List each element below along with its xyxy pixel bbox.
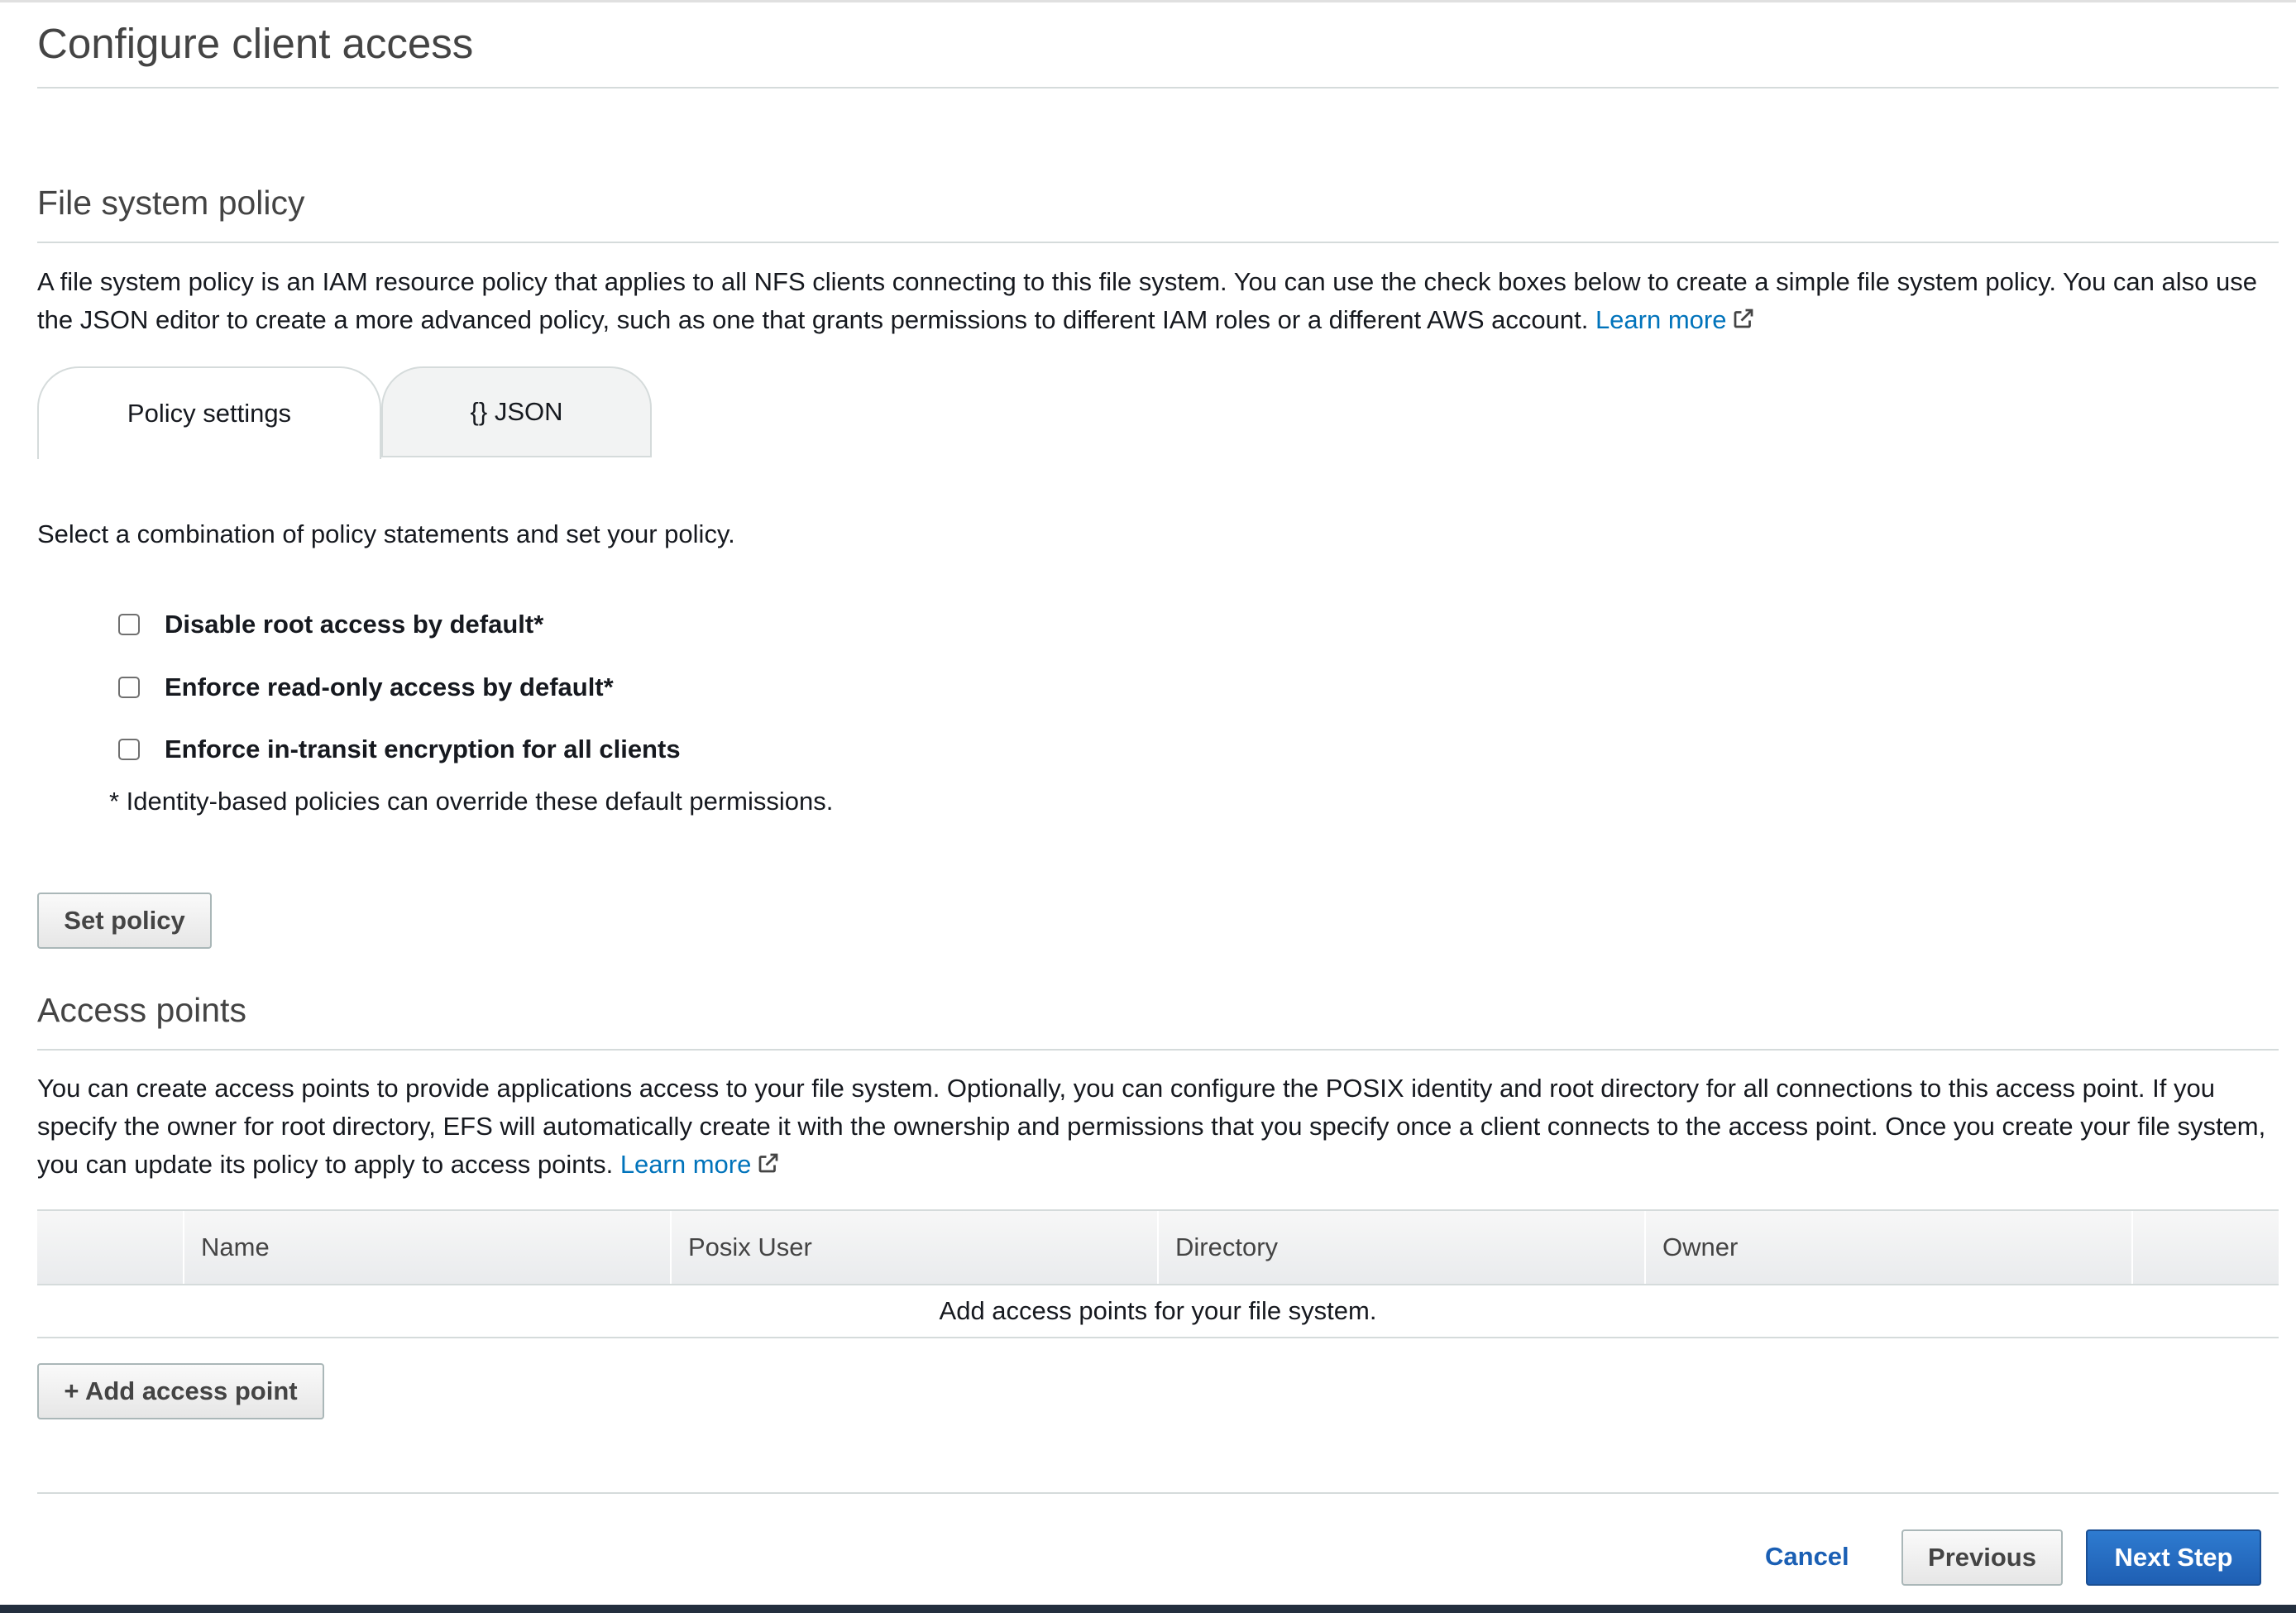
column-header-posix-user[interactable]: Posix User (670, 1211, 1157, 1284)
policy-instruction: Select a combination of policy statements and set your policy. (37, 519, 735, 548)
option-disable-root-access[interactable] (118, 604, 543, 645)
previous-button[interactable]: Previous (1901, 1529, 2063, 1586)
column-header-name[interactable]: Name (183, 1211, 670, 1284)
table-header (37, 1209, 2279, 1285)
footer-divider (37, 1492, 2279, 1494)
file-system-policy-description (37, 263, 2287, 342)
access-points-heading: Access points (37, 991, 246, 1029)
enforce-encryption-label: Enforce in-transit encryption for all clients (165, 735, 681, 763)
table-empty-row (37, 1285, 2279, 1338)
option-enforce-encryption[interactable] (118, 729, 681, 770)
add-access-point-button[interactable]: + Add access point (37, 1363, 324, 1419)
external-link-icon (1731, 304, 1756, 342)
access-points-description (37, 1070, 2287, 1186)
enforce-read-only-checkbox[interactable] (118, 677, 140, 698)
external-link-icon (756, 1148, 781, 1186)
table-empty-message: Add access points for your file system. (939, 1296, 1377, 1325)
tab-policy-settings[interactable]: Policy settings (37, 366, 381, 459)
top-divider (0, 0, 2296, 2)
file-system-policy-heading: File system policy (37, 184, 305, 222)
title-divider (37, 87, 2279, 89)
policy-description-text: A file system policy is an IAM resource policy that applies to all NFS clients connecting to this file system. You can use the check boxes below to create a simple file system policy. You can also use the JSON editor to create a more advanced policy, such as one that grants permissions to different IAM roles or a different AWS account. (37, 267, 2257, 334)
option-enforce-read-only[interactable] (118, 667, 614, 708)
column-header-owner[interactable]: Owner (1644, 1211, 2131, 1284)
disable-root-access-checkbox[interactable] (118, 614, 140, 635)
page-title: Configure client access (37, 20, 474, 67)
section-divider (37, 242, 2279, 243)
enforce-encryption-checkbox[interactable] (118, 739, 140, 760)
cancel-button[interactable]: Cancel (1765, 1542, 1849, 1571)
access-points-description-text: You can create access points to provide applications access to your file system. Optionally, you can configure the POSIX identity and root directory for all connections to this access point. If you specify the owner for root directory, EFS will automatically create it with the ownership and permissions that you specify once a client connects to the access point. Once you create your file system, you can update its policy to apply to access points. (37, 1074, 2266, 1179)
policy-learn-more-link[interactable]: Learn more (1595, 305, 1757, 334)
column-header-directory[interactable]: Directory (1157, 1211, 1644, 1284)
policy-footnote: * Identity-based policies can override these default permissions. (109, 787, 834, 816)
enforce-read-only-label: Enforce read-only access by default* (165, 672, 614, 701)
access-points-table (37, 1209, 2279, 1338)
set-policy-button[interactable]: Set policy (37, 893, 212, 949)
tab-json[interactable]: {} JSON (381, 366, 652, 457)
disable-root-access-label: Disable root access by default* (165, 610, 544, 639)
column-header-select (37, 1211, 183, 1284)
bottom-bar (0, 1605, 2296, 1613)
next-step-button[interactable]: Next Step (2086, 1529, 2261, 1586)
column-header-actions (2131, 1211, 2279, 1284)
access-points-learn-more-link[interactable]: Learn more (620, 1150, 782, 1179)
section-divider (37, 1049, 2279, 1051)
